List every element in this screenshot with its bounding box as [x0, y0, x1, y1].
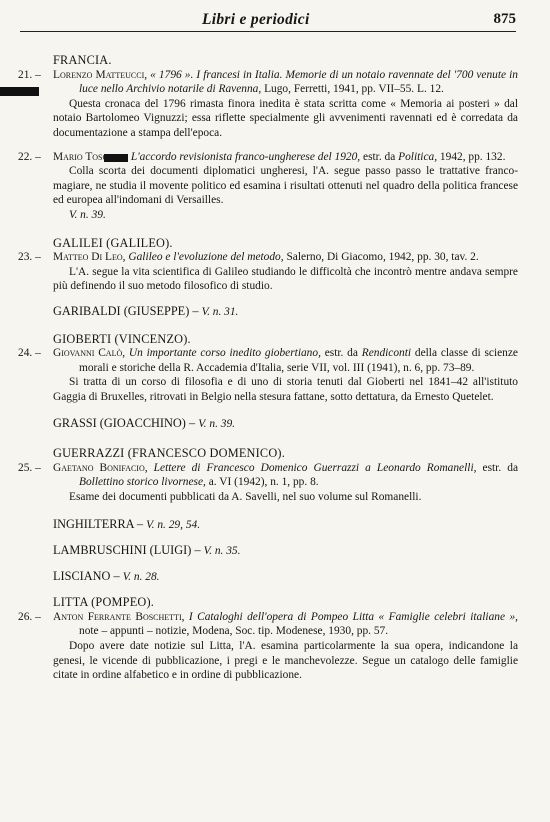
entry-publication: estr. da [363, 150, 396, 163]
bibliography-entry-21 [18, 68, 518, 141]
entry-description: Si tratta di un corso di filosofia e di uno di storia tenuti dal Gioberti nel 1841–42 all'istituto Gaggia di Bruxelles, ritrovati in Belgio nella stesura fattane, sotto dettatura, da Ernesto Quetelet. [53, 376, 518, 403]
entry-description: L'A. segue la vita scientifica di Galileo studiando le difficoltà che incontrò mentre andava sempre più definendo il suo metodo filosofico di studio. [53, 265, 518, 293]
page-number: 875 [493, 11, 516, 27]
entry-title: I Cataloghi dell'opera di Pompeo Litta « Famiglie celebri italiane », [188, 610, 518, 623]
section-heading-gioberti: GIOBERTI (VINCENZO). [53, 331, 191, 346]
entry-author: Lorenzo Matteucci, [53, 68, 148, 81]
entry-reference [18, 150, 518, 165]
crossref-target: V. n. 29, 54. [146, 519, 201, 532]
entry-title: L'accordo revisionista franco-ungherese del 1920, [130, 150, 361, 163]
crossref-name: INGHILTERRA – [53, 517, 144, 532]
entry-publication: estr. da [482, 461, 519, 474]
entry-number: 23. – [18, 251, 41, 264]
entry-number: 25. – [18, 461, 41, 474]
page-content [18, 53, 518, 683]
entry-description: Colla scorta dei documenti diplomatici ungheresi, l'A. segue passo passo le trattative franco-magiare, ne studia il movente politico ed esamina i risultati ottenuti nel quadro della politica francese ed europea all'indomani di Versailles. [53, 165, 518, 207]
entry-reference [18, 250, 518, 265]
entry-publication: Salerno, Di Giacomo, 1942, pp. 30, tav. 2. [286, 251, 479, 264]
bibliography-entry-26 [18, 610, 518, 683]
entry-description: Dopo avere date notizie sul Litta, l'A. esamina particolarmente la sua opera, indicandone la genesi, le vicende di pubblicazione, i pregi e le manchevolezze. Segue un catalogo delle famiglie citate in ordine alfabetico e in ordine di pubblicazione. [53, 640, 518, 682]
entry-cross-reference: V. n. 39. [69, 208, 106, 221]
entry-reference [18, 346, 518, 375]
section-heading-francia: FRANCIA. [53, 53, 112, 67]
entry-number: 26. – [18, 610, 41, 623]
crossref-target: V. n. 35. [203, 545, 241, 558]
crossref-name: LAMBRUSCHINI (LUIGI) – [53, 543, 201, 558]
crossref-name: GRASSI (GIOACCHINO) – [53, 416, 196, 431]
bibliography-entry-25 [18, 461, 519, 505]
entry-number: 24. – [18, 347, 41, 360]
bibliography-entry-23 [18, 250, 518, 294]
entry-description: Esame dei documenti pubblicati da A. Savelli, nel suo volume sul Romanelli. [69, 490, 422, 503]
entry-journal: Politica, [398, 150, 438, 163]
bibliography-entry-22 [18, 150, 518, 223]
crossref-name: GARIBALDI (GIUSEPPE) – [53, 303, 199, 318]
entry-description: Questa cronaca del 1796 rimasta finora inedita è stata scritta come « Memoria ai posteri » dal notaio Bartolomeo Vignuzzi; essa riflette specialmente gli avvenimenti ravennati ed è corredata da documentazione a stampa dell'epoca. [53, 97, 518, 139]
section-heading-litta: LITTA (POMPEO). [53, 595, 155, 610]
entry-author: Mario Toscano, [53, 150, 129, 163]
cross-reference-garibaldi [53, 304, 518, 320]
entry-title: « 1796 ». I francesi in Italia. Memorie di un notaio ravennate del '700 venute in luce nello Archivio notarile di Ravenna, [79, 68, 518, 96]
entry-number: 21. – [18, 68, 41, 81]
crossref-name: LISCIANO – [53, 568, 120, 583]
bibliography-entry-24 [18, 346, 518, 404]
entry-title: Lettere di Francesco Domenico Guerrazzi a Leonardo Romanelli, [153, 461, 477, 474]
crossref-target: V. n. 39. [198, 418, 236, 431]
entry-journal: Bollettino storico livornese, [79, 476, 206, 489]
entry-number: 22. – [18, 150, 41, 163]
cross-reference-lambruschini [53, 543, 518, 559]
entry-journal: Rendiconti [361, 347, 412, 360]
entry-publication: estr. da [324, 347, 358, 360]
entry-publication-details: a. VI (1942), n. 1, pp. 8. [208, 476, 319, 489]
entry-reference [18, 68, 518, 97]
entry-title: Un importante corso inedito giobertiano, [128, 347, 321, 360]
section-heading-galilei: GALILEI (GALILEO). [53, 235, 173, 250]
entry-publication: Lugo, Ferretti, 1941, pp. VII–55. L. 12. [264, 83, 444, 96]
entry-publication-details: della classe di scienze morali e storiche della R. Accademia d'Italia, serie VII, vol. III (1941), n. 6, pp. 73–89. [79, 347, 518, 374]
section-heading-guerrazzi: GUERRAZZI (FRANCESCO DOMENICO). [53, 446, 285, 461]
entry-author: Matteo Di Leo, [53, 251, 126, 264]
entry-title: Galileo e l'evoluzione del metodo, [128, 251, 284, 264]
crossref-target: V. n. 31. [201, 305, 239, 318]
page-header [20, 9, 516, 32]
entry-author: Anton Ferrante Boschetti, [53, 610, 185, 623]
cross-reference-inghilterra [53, 517, 518, 533]
entry-publication-details: 1942, pp. 132. [439, 150, 506, 163]
cross-reference-grassi [53, 416, 518, 432]
cross-reference-lisciano [53, 569, 518, 585]
entry-reference [18, 610, 518, 639]
entry-author: Gaetano Bonifacio, [53, 461, 148, 474]
entry-publication: note – appunti – notizie, Modena, Soc. tip. Modenese, 1930, pp. 57. [79, 625, 389, 638]
entry-author: Giovanni Calò, [53, 347, 126, 360]
running-title: Libri e periodici [202, 11, 310, 28]
entry-reference [18, 461, 519, 490]
crossref-target: V. n. 28. [122, 570, 160, 583]
